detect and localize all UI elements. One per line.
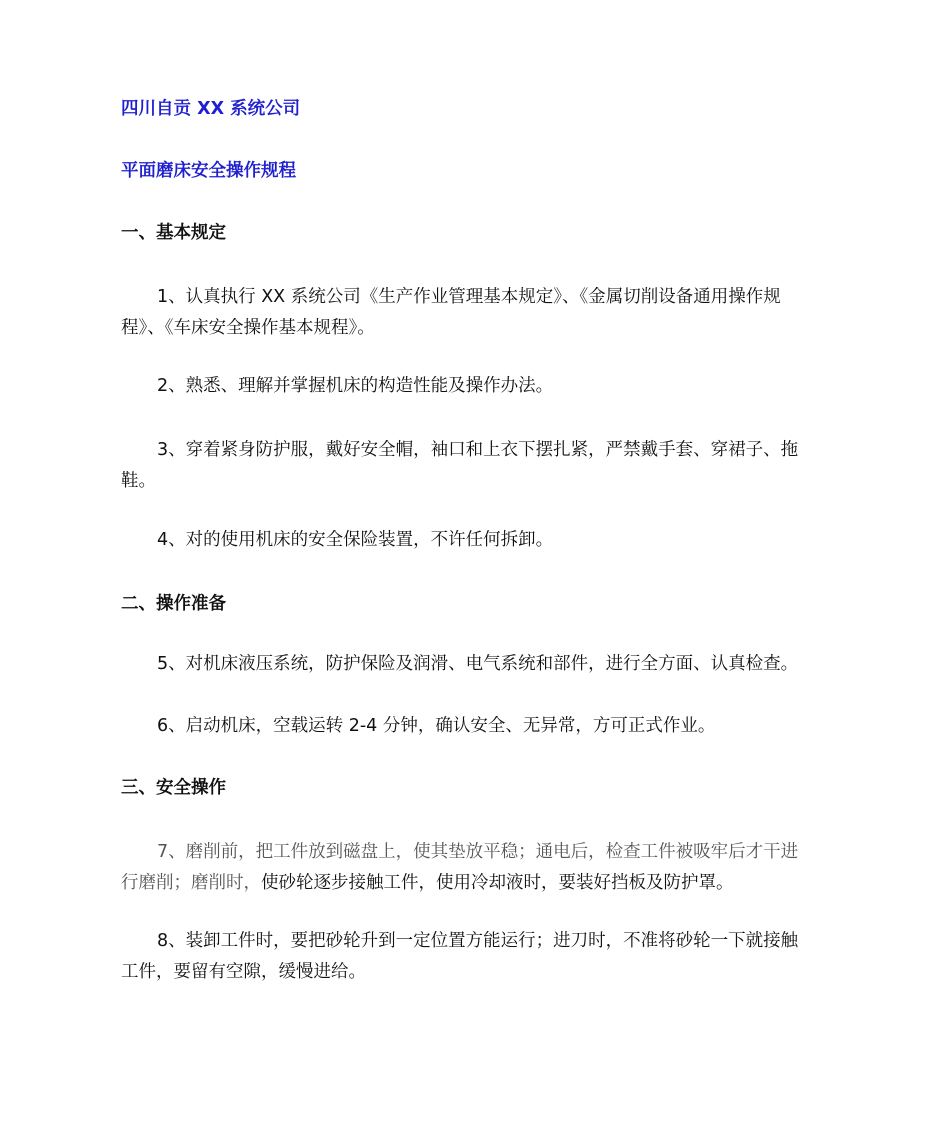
rule-item-1-line-1: 1、认真执行 XX 系统公司《生产作业管理基本规定》、《金属切削设备通用操作规 xyxy=(157,287,781,307)
rule-item-5-line-1: 5、对机床液压系统，防护保险及润滑、电气系统和部件，进行全方面、认真检查。 xyxy=(157,654,799,674)
rule-item-7 xyxy=(121,837,833,899)
rule-item-7-line-2 xyxy=(121,868,833,899)
rule-item-7-line-1: 7、磨削前，把工件放到磁盘上，使其垫放平稳；通电后，检查工件被吸牢后才干进 xyxy=(157,842,799,862)
rule-item-4-line-1: 4、对的使用机床的安全保险装置，不许任何拆卸。 xyxy=(157,530,554,550)
rule-item-8 xyxy=(121,926,833,988)
section-heading-safe-operation: 三、安全操作 xyxy=(121,778,226,798)
rule-item-1 xyxy=(121,282,833,344)
rule-item-3 xyxy=(121,435,833,497)
rule-item-3-line-1: 3、穿着紧身防护服，戴好安全帽，袖口和上衣下摆扎紧，严禁戴手套、穿裙子、拖 xyxy=(157,440,799,460)
rule-item-3-line-2: 鞋。 xyxy=(121,471,156,491)
rule-item-2-line-1: 2、熟悉、理解并掌握机床的构造性能及操作办法。 xyxy=(157,376,554,396)
rule-item-6 xyxy=(121,711,833,742)
rule-item-8-line-2: 工件，要留有空隙，缓慢进给。 xyxy=(121,962,366,982)
rule-item-5 xyxy=(121,649,833,680)
section-heading-basic-rules: 一、基本规定 xyxy=(121,223,226,243)
section-heading-preparation: 二、操作准备 xyxy=(121,594,226,614)
rule-item-7-line-2-dark: 使砂轮逐步接触工件，使用冷却液时，要装好挡板及防护罩。 xyxy=(261,873,734,893)
rule-item-4 xyxy=(121,525,833,556)
company-name: 四川自贡 XX 系统公司 xyxy=(121,99,301,119)
rule-item-7-line-2-muted: 行磨削；磨削时， xyxy=(121,873,261,893)
rule-item-1-line-2: 程》、《车床安全操作基本规程》。 xyxy=(121,318,375,338)
rule-item-6-line-1: 6、启动机床，空载运转 2-4 分钟，确认安全、无异常，方可正式作业。 xyxy=(157,716,716,736)
document-title: 平面磨床安全操作规程 xyxy=(121,161,296,181)
rule-item-2 xyxy=(121,371,833,402)
rule-item-8-line-1: 8、装卸工件时，要把砂轮升到一定位置方能运行；进刀时，不准将砂轮一下就接触 xyxy=(157,931,799,951)
